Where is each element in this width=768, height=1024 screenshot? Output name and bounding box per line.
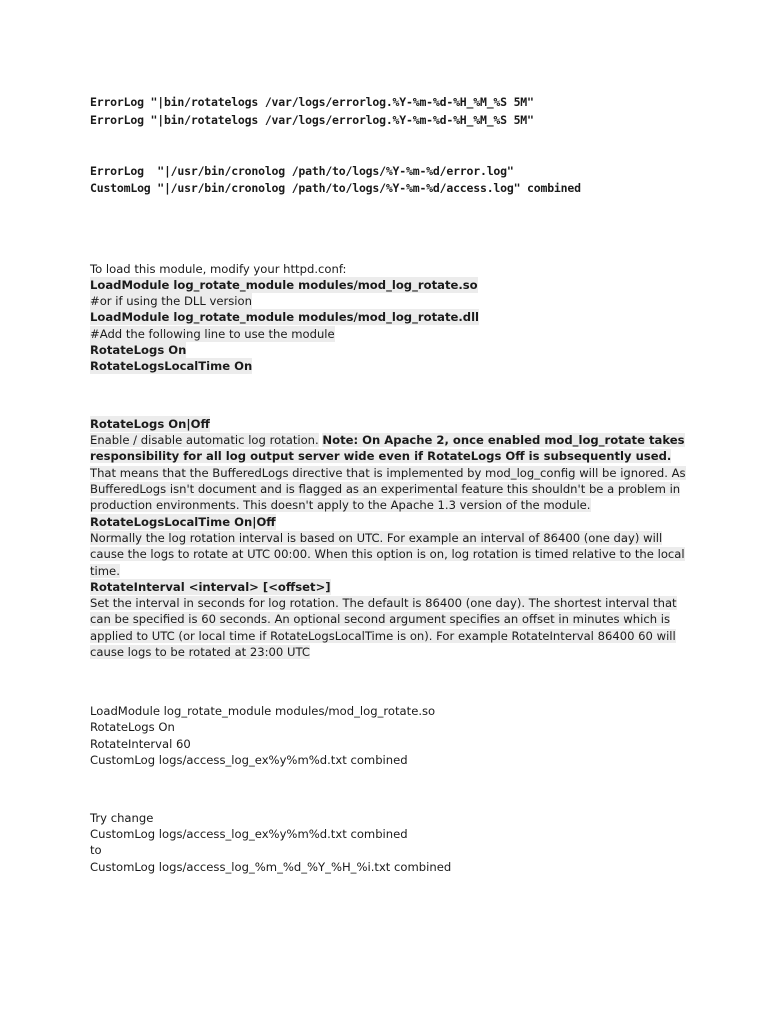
cronolog-customlog-line: CustomLog "|/usr/bin/cronolog /path/to/logs/%Y-%m-%d/access.log" combined [90,181,581,195]
interval-description-text: Set the interval in seconds for log rotation. The default is 86400 (one day). The shortest interval that can be specified is 60 seconds. An optional second argument specifies an offset in minutes which is applied to UTC (or local time if RotateLogsLocalTime is on). For example RotateInterval 86400 60 will cause logs to be rotated at 23:00 UTC [90,596,677,659]
errorlog-line-2: ErrorLog "|bin/rotatelogs /var/logs/errorlog.%Y-%m-%d-%H_%M_%S 5M" [90,113,534,127]
localtime-description-text: Normally the log rotation interval is based on UTC. For example an interval of 86400 (one day) will cause the logs to rotate at UTC 00:00. When this option is on, log rotation is timed relative to the local time. [90,531,685,578]
example-rotateinterval-line: RotateInterval 60 [90,737,191,751]
loadmodule-dll-line: LoadModule log_rotate_module modules/mod_log_rotate.dll [90,310,480,324]
rotatelogs-heading: RotateLogs On|Off [90,417,210,431]
load-intro-text: To load this module, modify your httpd.conf: [90,262,347,276]
to-text: to [90,843,102,857]
interval-heading: RotateInterval <interval> [<offset>] [90,580,331,594]
dll-comment-line: #or if using the DLL version [90,294,252,308]
old-customlog-line: CustomLog logs/access_log_ex%y%m%d.txt combined [90,827,408,841]
loadmodule-so-line: LoadModule log_rotate_module modules/mod_log_rotate.so [90,278,478,292]
example-rotatelogs-line: RotateLogs On [90,720,175,734]
new-customlog-line: CustomLog logs/access_log_%m_%d_%Y_%H_%i.txt combined [90,860,452,874]
interval-description [90,595,690,660]
rotatelogs-on-line: RotateLogs On [90,343,187,357]
rotatelogs-note: Note: On Apache 2, once enabled mod_log_rotate takes responsibility for all log output server wide even if RotateLogs Off is subsequently used. [90,433,685,464]
example-customlog-line: CustomLog logs/access_log_ex%y%m%d.txt combined [90,753,408,767]
rotatelogslocaltime-on-line: RotateLogsLocalTime On [90,359,253,373]
rotatelogs-description-text: Enable / disable automatic log rotation. [90,433,319,447]
localtime-description [90,530,690,579]
rotatelogs-description-more: That means that the BufferedLogs directive that is implemented by mod_log_config will be ignored. As BufferedLogs isn't document and is flagged as an experimental feature this shouldn't be a problem in production environments. This doesn't apply to the Apache 1.3 version of the module. [90,465,686,513]
rotatelogs-description [90,432,690,513]
cronolog-errorlog-line: ErrorLog "|/usr/bin/cronolog /path/to/logs/%Y-%m-%d/error.log" [90,164,514,178]
errorlog-line-1: ErrorLog "|bin/rotatelogs /var/logs/errorlog.%Y-%m-%d-%H_%M_%S 5M" [90,95,534,109]
try-change-text: Try change [90,811,154,825]
localtime-heading: RotateLogsLocalTime On|Off [90,515,276,529]
add-line-comment: #Add the following line to use the module [90,327,335,341]
example-loadmodule-line: LoadModule log_rotate_module modules/mod_log_rotate.so [90,704,436,718]
